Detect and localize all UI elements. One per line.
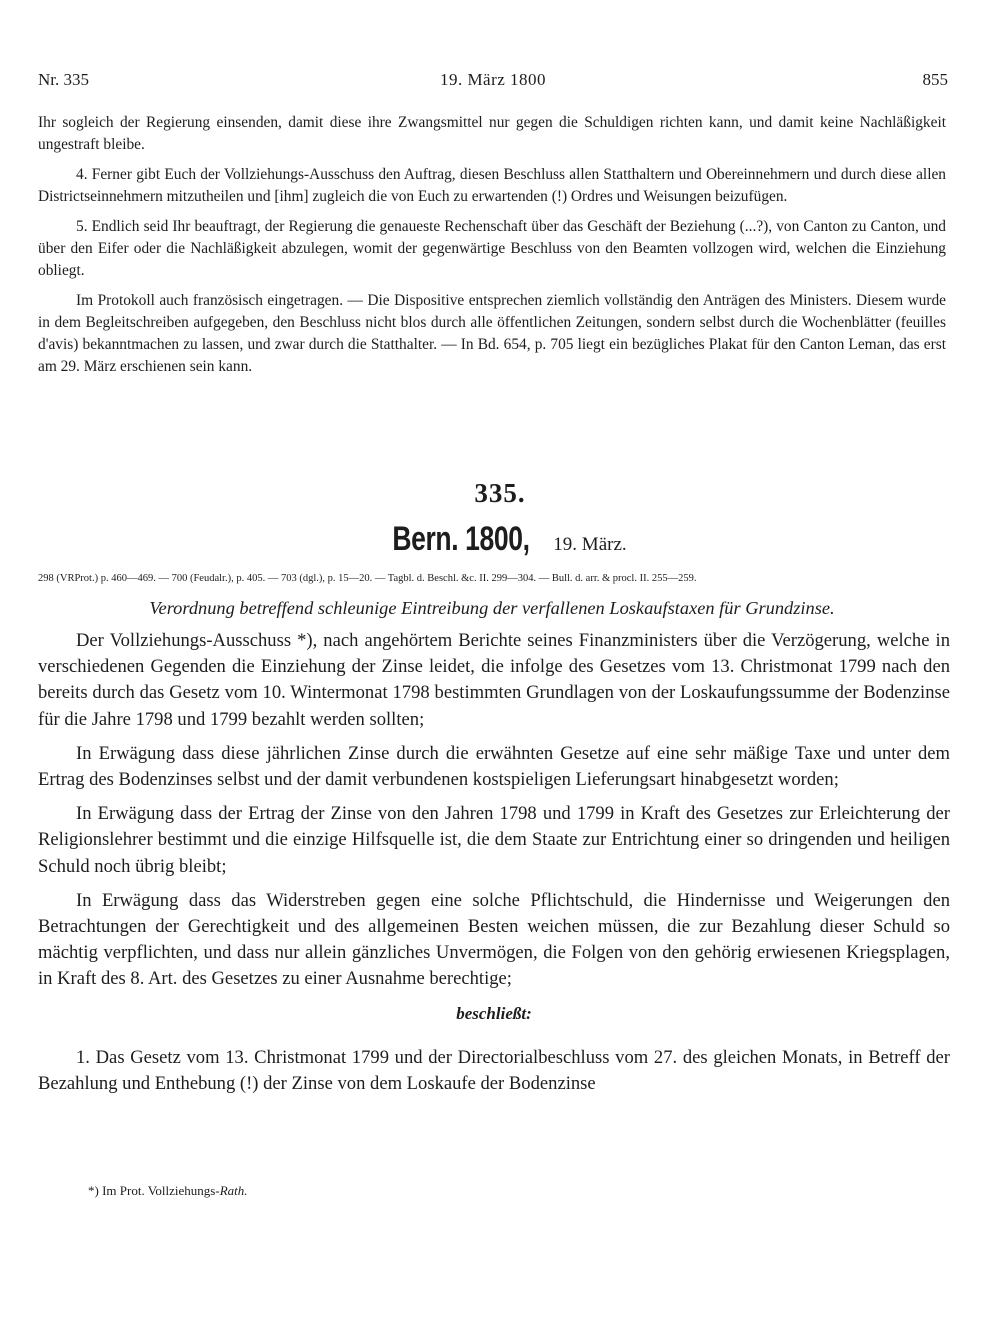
- heading-date: 19. März.: [553, 534, 627, 555]
- footnote-italic-word: Rath.: [219, 1183, 248, 1198]
- place-year: Bern. 1800,: [392, 520, 530, 558]
- footnote-text: *) Im Prot. Vollziehungs-: [88, 1183, 220, 1198]
- source-references: 298 (VRProt.) p. 460—469. — 700 (Feudalr.), p. 405. — 703 (dgl.), p. 15—20. — Tagbl. d. Beschl. &c. II. 299—304. — Bull. d. arr. & procl. II. 255—259.: [38, 573, 697, 584]
- page-header: [38, 66, 948, 96]
- upper-paragraph-3: 5. Endlich seid Ihr beauftragt, der Regierung die genaueste Rechenschaft über das Geschäft der Beziehung (...?), von Canton zu Canton, und über den Eifer oder die Nachläßigkeit abzulegen, womit der gegenwärtige Beschluss von den Beamten vollzogen wird, welchen die Einziehung obliegt.: [38, 218, 946, 279]
- main-paragraph-2: In Erwägung dass diese jährlichen Zinse durch die erwähnten Gesetze auf eine sehr mäßige Taxe und unter dem Ertrag des Bodenzinses selbst und der damit verbundenen kostspieligen Lieferungsart hinabgesetzt worden;: [38, 742, 950, 791]
- upper-paragraph-4: Im Protokoll auch französisch eingetragen. — Die Dispositive entsprechen ziemlich vollständig den Anträgen des Ministers. Diesem wurde in dem Begleitschreiben aufgegeben, den Beschluss nicht blos durch alle öffentlichen Zeitungen, sondern selbst durch die Wochenblätter (feuilles d'avis) bekanntmachen zu lassen, und zwar durch die Statthalter. — In Bd. 654, p. 705 liegt ein bezügliches Plakat für den Canton Leman, das erst am 29. März erschienen sein kann.: [38, 292, 946, 375]
- place-date-heading: [0, 520, 1000, 559]
- decree-word: beschließt:: [456, 1003, 532, 1023]
- main-paragraph-4: In Erwägung dass das Widerstreben gegen eine solche Pflichtschuld, die Hindernisse und Weigerungen den Betrachtungen der Gerechtigkeit und des allgemeinen Besten weichen müssen, die zur Bezahlung dieser Schuld so mächtig verpflichten, und dass nur allein gänzliches Unvermögen, die Folgen von den gehörig erwiesenen Kriegsplagen, in Kraft des 8. Art. des Gesetzes zu einer Ausnahme berechtige;: [38, 889, 950, 990]
- upper-paragraph-2: 4. Ferner gibt Euch der Vollziehungs-Ausschuss den Auftrag, diesen Beschluss allen Statthaltern und Obereinnehmern und durch diese allen Districtseinnehmern mitzutheilen und [ihm] zugleich die von Euch zu erwartenden (!) Ordres und Weisungen beizufügen.: [38, 166, 946, 205]
- main-paragraph-1: Der Vollziehungs-Ausschuss *), nach angehörtem Berichte seines Finanzministers über die Verzögerung, welche in verschiedenen Gegenden die Einziehung der Zinse leidet, die infolge des Gesetzes vom 13. Christmonat 1799 nach den bereits durch das Gesetz vom 10. Wintermonat 1798 bestimmten Grundlagen von der Loskaufungssumme der Bodenzinse für die Jahre 1798 und 1799 bezahlt werden sollten;: [38, 630, 950, 730]
- document-number-header: Nr. 335: [38, 70, 89, 89]
- main-paragraph-3: In Erwägung dass der Ertrag der Zinse von den Jahren 1798 und 1799 in Kraft des Gesetzes zur Erleichterung der Religionslehrer bestimmt und die einzige Hilfsquelle ist, die dem Staate zur Entrichtung einer so dringenden und heiligen Schuld noch übrig bleibt;: [38, 803, 950, 877]
- main-text-block: [38, 628, 950, 1105]
- header-date: 19. März 1800: [439, 70, 547, 89]
- document-title: Verordnung betreffend schleunige Eintreibung der verfallenen Loskaufstaxen für Grundzinse.: [149, 598, 835, 618]
- upper-text-block: [38, 112, 946, 386]
- page-number: 855: [922, 70, 948, 89]
- upper-paragraph-1: Ihr sogleich der Regierung einsenden, damit diese ihre Zwangsmittel nur gegen die Schuldigen richten kann, und damit keine Nachläßigkeit ungestraft bleibe.: [38, 114, 946, 153]
- main-paragraph-5: 1. Das Gesetz vom 13. Christmonat 1799 und der Directorialbeschluss vom 27. des gleichen Monats, in Betreff der Bezahlung und Enthebung (!) der Zinse von dem Loskaufe der Bodenzinse: [38, 1046, 950, 1095]
- document-number: 335.: [474, 478, 526, 508]
- footnote: [88, 1183, 248, 1199]
